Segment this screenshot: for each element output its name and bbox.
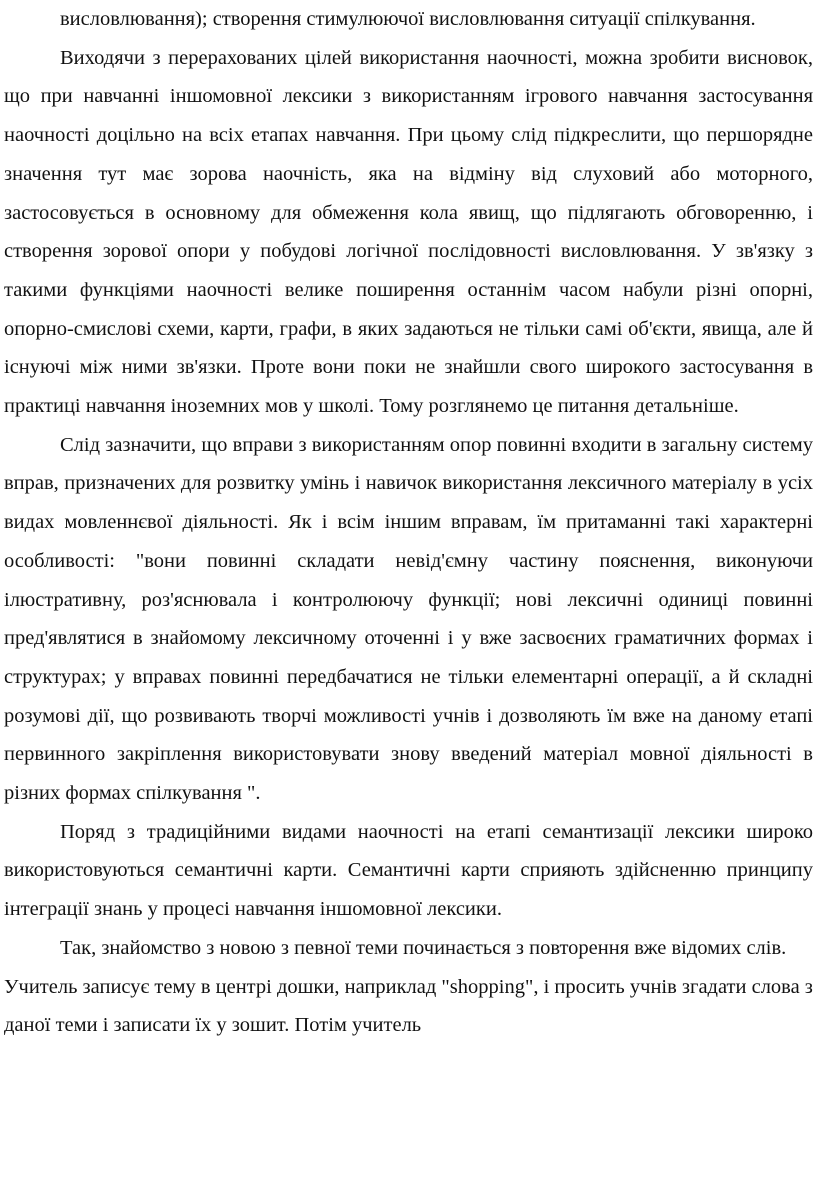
paragraph-visual-aids: Виходячи з перерахованих цілей використання наочності, можна зробити висновок, що при навчанні іншомовної лексики з використанням ігрового навчання застосування наочності доцільно на всіх етапах навчання. При цьому слід підкреслити, що першорядне значення тут має зорова наочність, яка на відміну від слуховий або моторного, застосовується в основному для обмеження кола явищ, що підлягають обговоренню, і створення зорової опори у побудові логічної послідовності висловлювання. У зв'язку з такими функціями наочності велике поширення останнім часом набули різні опорні, опорно-смислові схеми, карти, графи, в яких задаються не тільки самі об'єкти, явища, але й існуючі між ними зв'язки. Проте вони поки не знайшли свого широкого застосування в практиці навчання іноземних мов у школі. Тому розглянемо це питання детальніше.: [4, 46, 813, 418]
paragraph-continuation: висловлювання); створення стимулюючої висловлювання ситуації спілкування.: [60, 8, 756, 30]
paragraph-semantic-maps: Поряд з традиційними видами наочності на етапі семантизації лексики широко використовуються семантичні карти. Семантичні карти сприяють здійсненню принципу інтеграції знань у процесі навчання іншомовної лексики.: [4, 820, 813, 921]
paragraph-shopping-example: Так, знайомство з новою з певної теми починається з повторення вже відомих слів. Учитель записує тему в центрі дошки, наприклад "shopping", і просить учнів згадати слова з даної теми і записати їх у зошит. Потім учитель: [4, 936, 813, 1037]
paragraph-exercises: Слід зазначити, що вправи з використанням опор повинні входити в загальну систему вправ, призначених для розвитку умінь і навичок використання лексичного матеріалу в усіх видах мовленнєвої діяльності. Як і всім іншим вправам, їм притаманні такі характерні особливості: "вони повинні складати невід'ємну частину пояснення, виконуючи ілюстративну, роз'яснювала і контролюючу функції; нові лексичні одиниці повинні пред'являтися в знайомому лексичному оточенні і у вже засвоєних граматичних формах і структурах; у вправах повинні передбачатися не тільки елементарні операції, а й складні розумові дії, що розвивають творчі можливості учнів і дозволяють їм вже на даному етапі первинного закріплення використовувати знову введений матеріал мовної діяльності в різних формах спілкування ".: [4, 433, 813, 805]
